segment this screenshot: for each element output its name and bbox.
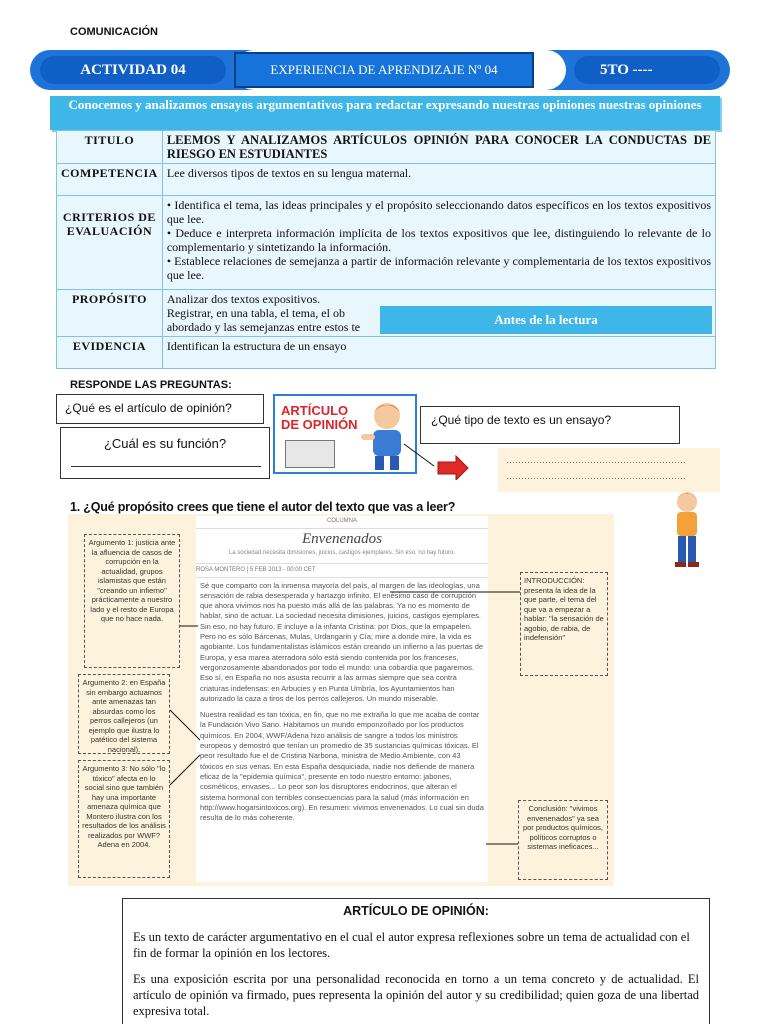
- before-reading-tag: Antes de la lectura: [380, 306, 712, 334]
- badge-text: [281, 404, 358, 432]
- row-key: COMPETENCIA: [57, 164, 163, 196]
- table-row: [57, 131, 716, 164]
- table-row: [57, 337, 716, 369]
- row-value: Identifican la estructura de un ensayo: [162, 337, 715, 369]
- question-essay: ¿Qué tipo de texto es un ensayo?: [420, 406, 680, 444]
- note-argument-3: Argumento 3: No sólo "lo tóxico" afecta en lo social sino que también hay una importante amenaza química que Montero ilustra con los resultados de los análisis realizados por WWF? Adena en 2004.: [78, 760, 170, 878]
- question-what-is: ¿Qué es el artículo de opinión?: [56, 394, 264, 424]
- row-value: Lee diversos tipos de textos en su lengua maternal.: [162, 164, 715, 196]
- experience-label: EXPERIENCIA DE APRENDIZAJE Nº 04: [234, 52, 534, 88]
- purpose-line: Registrar, en una tabla, el tema, el ob: [166, 306, 345, 320]
- article-badge: [273, 394, 417, 474]
- activity-label: ACTIVIDAD 04: [40, 56, 226, 84]
- definition-paragraph: Es un texto de carácter argumentativo en el cual el autor expresa reflexiones sobre un tema de actualidad con el fin de formar la opinión en los lectores.: [133, 930, 690, 960]
- header-bar: [30, 50, 730, 90]
- article-byline: ROSA MONTERO | 5 FEB 2013 - 00:00 CET: [196, 563, 488, 577]
- article-section: COLUMNA: [196, 516, 488, 529]
- criterion-item: • Establece relaciones de semejanza a partir de información relevante y complementaria de los textos expositivos que lee.: [166, 254, 711, 282]
- row-key: CRITERIOS DE EVALUACIÓN: [57, 196, 163, 290]
- note-argument-1: Argumento 1: justicia ante la afluencia de casos de corrupción en la actualidad, grupos islamistas que están "creando un infierno" prácticamente a nuestro lado y el resto de Europa que no hace nada.: [84, 534, 180, 668]
- grade-label: 5TO ----: [574, 56, 720, 84]
- note-connectors: [170, 580, 530, 860]
- answer-dots-box[interactable]: [498, 448, 720, 492]
- arrow-connector: [400, 440, 500, 480]
- question-function-box[interactable]: [60, 427, 270, 479]
- note-introduction: INTRODUCCIÓN: presenta la idea de la que parte, el tema del que va a empezar a hablar: "la sensación de agobio, de rabia, de indefensión": [520, 572, 608, 676]
- purpose-line: Analizar dos textos expositivos.: [166, 292, 321, 306]
- badge-line: ARTÍCULO: [281, 403, 349, 418]
- subject-label: COMUNICACIÓN: [70, 26, 158, 38]
- article-subtitle: La sociedad necesita dimisiones, juicios, castigos ejemplares. Sin eso, no hay futuro.: [228, 550, 456, 557]
- row-value: LEEMOS Y ANALIZAMOS ARTÍCULOS OPINIÓN PARA CONOCER LA CONDUCTAS DE RIESGO EN ESTUDIANTES: [162, 131, 715, 164]
- article-title: Envenenados: [302, 531, 382, 548]
- newspaper-icon: [285, 440, 335, 468]
- purpose-question: 1. ¿Qué propósito crees que tiene el autor del texto que vas a leer?: [70, 500, 456, 514]
- answer-dots: ……………………………………………………: [506, 455, 686, 465]
- criterion-item: • Identifica el tema, las ideas principales y el propósito seleccionando datos específicos en los textos expositivos que lee.: [166, 198, 711, 226]
- definition-box: [122, 898, 710, 1024]
- note-conclusion: Conclusión: "vivimos envenenados" ya sea por productos químicos, políticos corruptos o sistemas ineficaces...: [518, 800, 608, 880]
- article-paragraph: Sé que comparto con la inmensa mayoría del país, al margen de las ideologías, una sensación de rabia desesperada y hartazgo infinito. El enésimo caso de corrupción que ahora vivimos nos ha puesto más allá de las palabras. Ya no es momento de hablar, sino de actuar. La sociedad necesita dimisiones, juicios, castigos ejemplares. Sin eso, no hay futuro. E incluye a la infanta Cristina: por Dios, que la empapelen. Pero no es sólo Bárcenas, Mulas, Urdangarin y Cía; mire a donde mire, la vida es agobiante. Los fundamentalistas islámicos están creando un infierno a las puertas de Europa, y esa marea aterradora sólo está siendo contenida por los franceses, vergonzosamente abandonados por todo el mundo: una cobardía que pagaremos. Eso sí, en España no nos asusta recurrir a las armas siempre que sea contra criaturas indefensas: en Arbucies y en Punta Umbría, los Ayuntamientos han autorizado la caza a tiros de los perros callejeros. Un mundo miserable.: [200, 580, 484, 703]
- row-value: [162, 196, 715, 290]
- definition-paragraph: Es una exposición escrita por una personalidad reconocida en torno a un tema concreto y de actualidad. El artículo de opinión va firmado, pues representa la opinión del autor y su credibilidad; quien goza de una libertad expresiva total.: [133, 972, 699, 1018]
- boy-standing-icon: [662, 490, 712, 570]
- topic-banner: Conocemos y analizamos ensayos argumentativos para redactar expresando nuestras opiniones nuestras opiniones: [50, 96, 720, 130]
- answer-line: [71, 466, 261, 467]
- definition-title: ARTÍCULO DE OPINIÓN:: [343, 904, 489, 918]
- badge-line: DE OPINIÓN: [281, 417, 358, 432]
- article-paragraph: Nuestra realidad es tan tóxica, en fin, que no me extraña lo que me acaba de contar la Fundación Vivo Sano. Habitamos un mundo emponzoñado por los productos químicos. En 2004, WWF/Adena hizo análisis de sangre a todos los ministros europeos y demostró que tenían un promedio de 35 sustancias químicas tóxicas. El peor resultado fue el de Cristina Narbona, ministra de Medio Ambiente, con 43 tóxicos en sus venas. En esta España desquiciada, nadie nos defiende de manera eficaz de la "epidemia química", presente en todo nuestro entorno: jabones, cosméticos, envases... Lo peor son los disruptores endocrinos, que alteran el sistema hormonal con terribles consecuencias para la salud (más información en http://www.hogarsintoxicos.org). En resumen: vivimos envenenados. Lo cual sin duda resulta de lo más coherente.: [200, 710, 484, 823]
- row-key: TITULO: [57, 131, 163, 164]
- criterion-item: • Deduce e interpreta información implícita de los textos expositivos que lee, distinguiendo lo relevante de lo complementario y sintetizando la información.: [166, 226, 711, 254]
- table-row: [57, 164, 716, 196]
- answer-dots: ……………………………………………………: [506, 471, 686, 481]
- purpose-line: abordado y las semejanzas entre estos te: [166, 320, 361, 334]
- question-function: ¿Cuál es su función?: [103, 436, 227, 451]
- table-row: [57, 196, 716, 290]
- row-key: PROPÓSITO: [57, 290, 163, 337]
- questions-heading: RESPONDE LAS PREGUNTAS:: [70, 379, 232, 391]
- row-key: EVIDENCIA: [57, 337, 163, 369]
- note-argument-2: Argumento 2: en España sin embargo actuamos ante amenazas tan absurdas como los perros callejeros (un ejemplo que ilustra lo patético del sistema nacional).: [78, 674, 170, 754]
